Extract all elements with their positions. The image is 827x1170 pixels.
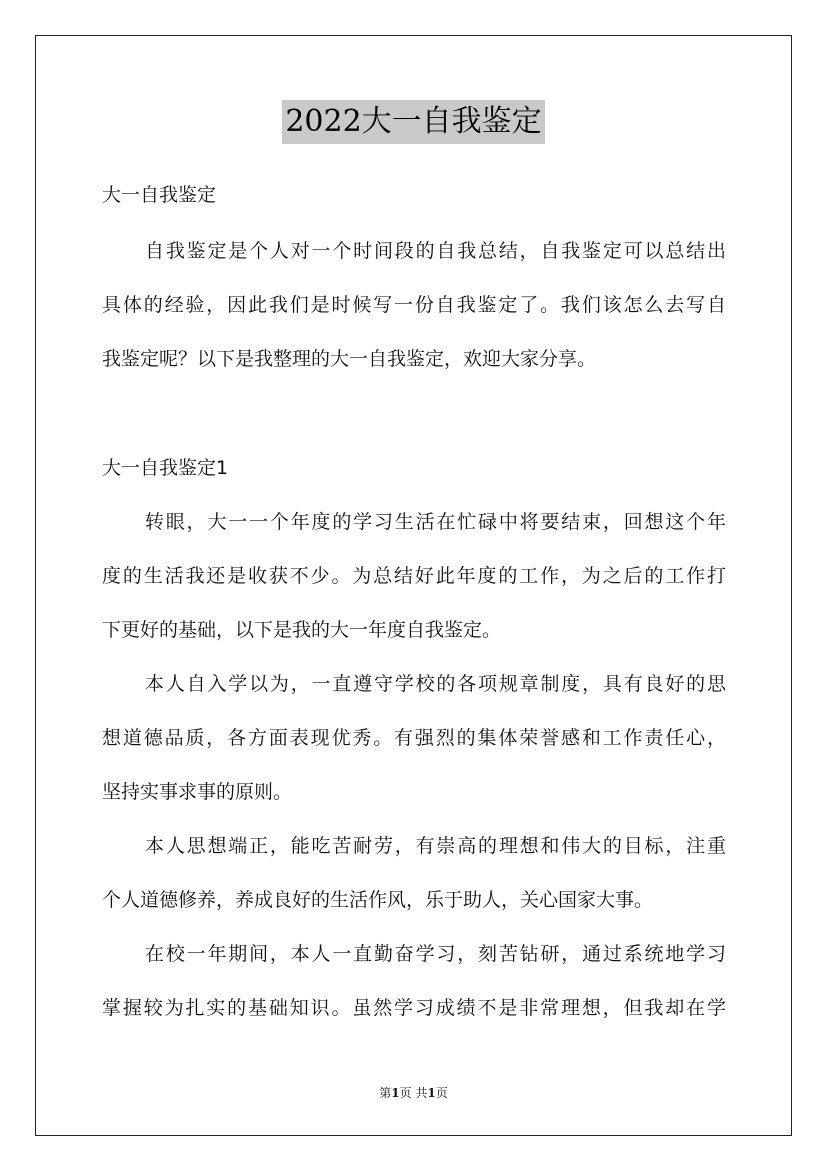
para3-line-2: 个人道德修养，养成良好的生活作风，乐于助人，关心国家大事。 — [102, 889, 654, 911]
heading-intro: 大一自我鉴定 — [102, 184, 217, 206]
para4-line-1: 在校一年期间，本人一直勤奋学习，刻苦钻研，通过系统地学习 — [145, 943, 726, 965]
para1-line-1: 转眼，大一一个年度的学习生活在忙碌中将要结束，回想这个年 — [145, 511, 726, 533]
para4-line-2: 掌握较为扎实的基础知识。虽然学习成绩不是非常理想，但我却在学 — [102, 997, 726, 1019]
para1-line-3: 下更好的基础，以下是我的大一年度自我鉴定。 — [102, 619, 502, 641]
intro-line-2: 具体的经验，因此我们是时候写一份自我鉴定了。我们该怎么去写自 — [102, 294, 726, 316]
footer-total-pages: 1 — [427, 1086, 436, 1100]
footer-mid: 页 共 — [399, 1086, 428, 1100]
para2-line-1: 本人自入学以为，一直遵守学校的各项规章制度，具有良好的思 — [145, 673, 726, 695]
para2-line-2: 想道德品质，各方面表现优秀。有强烈的集体荣誉感和工作责任心， — [102, 727, 726, 749]
footer-current-page: 1 — [391, 1086, 400, 1100]
intro-line-3: 我鉴定呢？以下是我整理的大一自我鉴定，欢迎大家分享。 — [102, 348, 597, 370]
title-wrap — [0, 100, 827, 144]
footer-suffix: 页 — [435, 1086, 448, 1100]
page-footer — [0, 1084, 827, 1101]
intro-line-1: 自我鉴定是个人对一个时间段的自我总结，自我鉴定可以总结出 — [145, 240, 726, 262]
heading-section-1: 大一自我鉴定1 — [102, 457, 229, 479]
para1-line-2: 度的生活我还是收获不少。为总结好此年度的工作，为之后的工作打 — [102, 565, 726, 587]
para2-line-3: 坚持实事求事的原则。 — [102, 781, 293, 803]
document-title: 2022大一自我鉴定 — [282, 100, 544, 144]
footer-prefix: 第 — [379, 1086, 392, 1100]
para3-line-1: 本人思想端正，能吃苦耐劳，有崇高的理想和伟大的目标，注重 — [145, 835, 726, 857]
